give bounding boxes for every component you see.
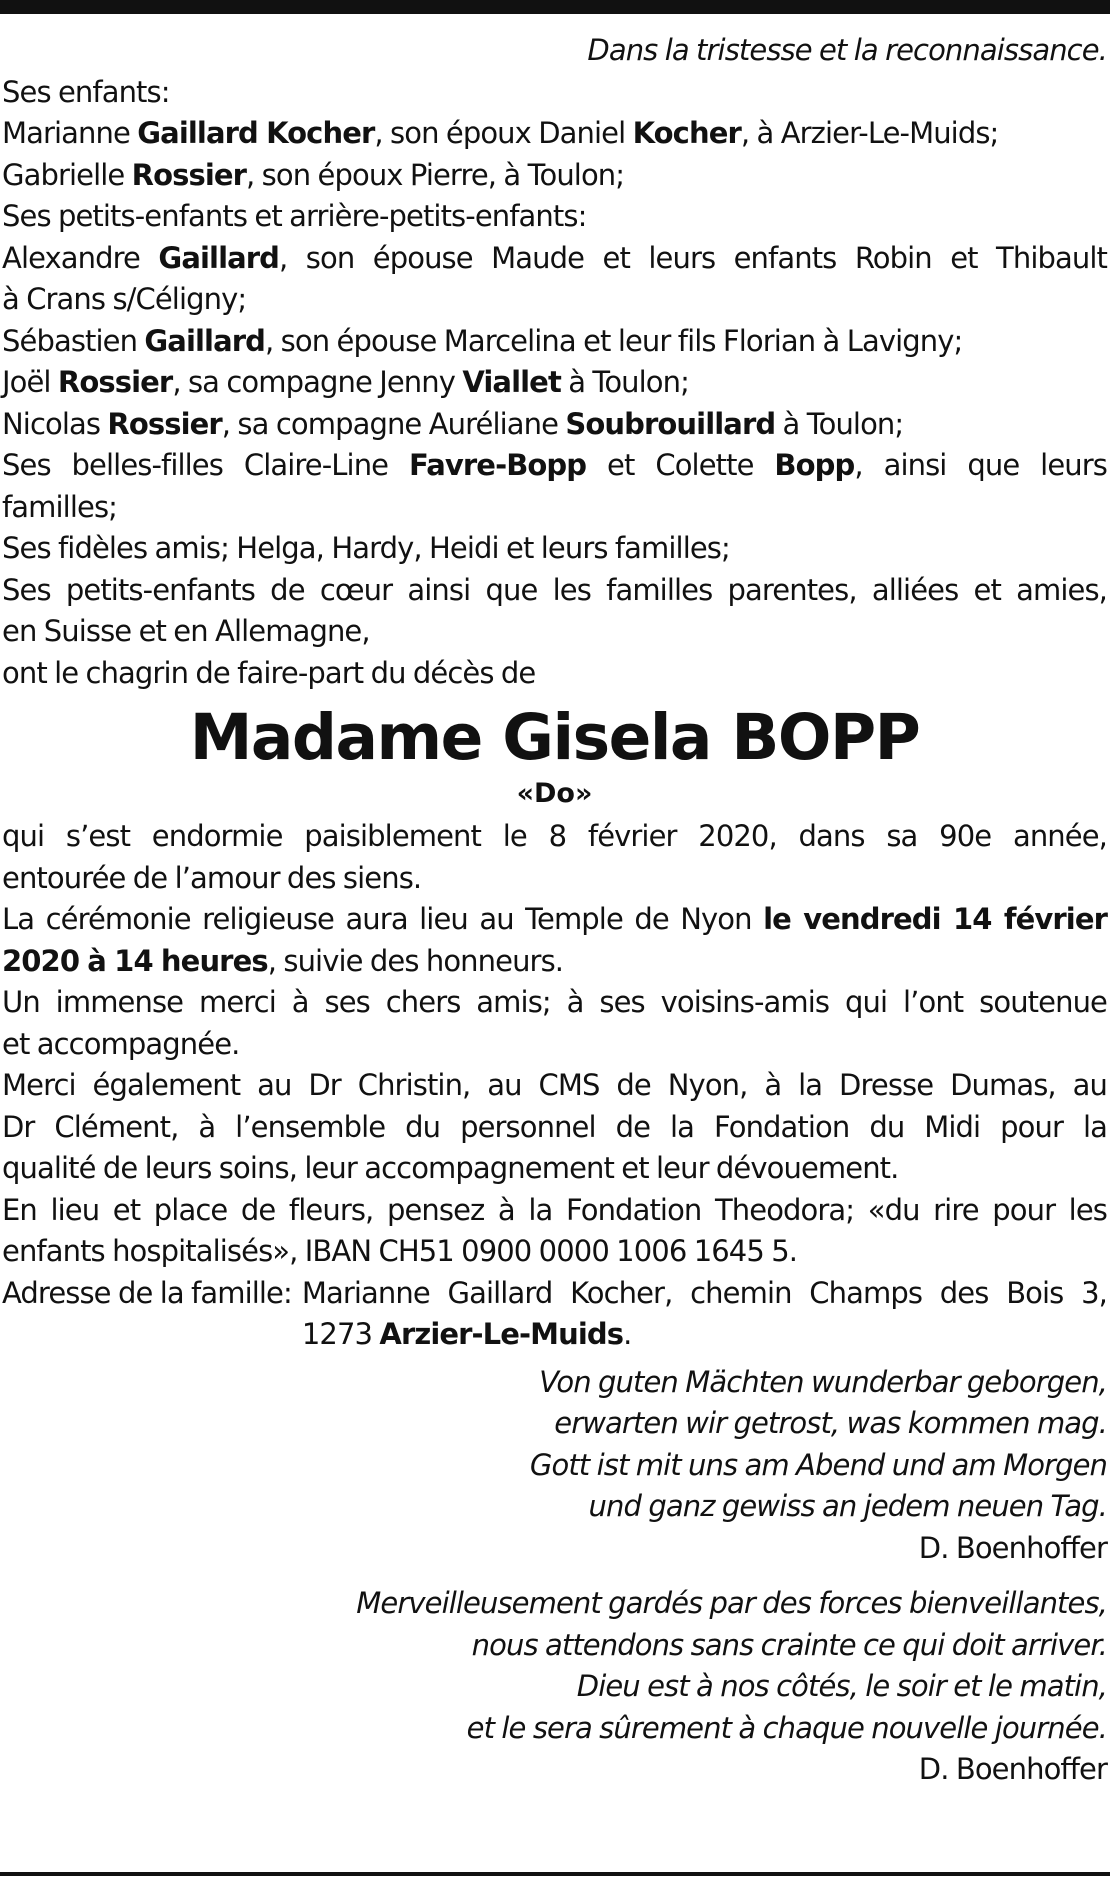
- thanks-staff: Merci également au Dr Christin, au CMS de Nyon, à la Dresse Dumas, au: [2, 1068, 1107, 1102]
- child-1: Marianne Gaillard Kocher, son époux Daniel Kocher, à Arzier-Le-Muids;: [2, 116, 999, 150]
- poem-line: et le sera sûrement à chaque nouvelle journée.: [466, 1710, 1107, 1745]
- deceased-nickname: «Do»: [516, 778, 593, 809]
- daughters-in-law: Ses belles-filles Claire-Line Favre-Bopp et Colette Bopp, ainsi que leurs: [2, 448, 1107, 482]
- grandchildren-intro: Ses petits-enfants et arrière-petits-enfants:: [2, 199, 587, 233]
- poem-line: und ganz gewiss an jedem neuen Tag.: [588, 1489, 1107, 1523]
- heart-grandchildren-cont: en Suisse et en Allemagne,: [2, 614, 370, 648]
- address-label: Adresse de la famille:: [2, 1275, 292, 1310]
- grandchild-2: Sébastien Gaillard, son épouse Marcelina et leur fils Florian à Lavigny;: [2, 323, 963, 358]
- children-intro: Ses enfants:: [2, 74, 170, 109]
- address-line-2: 1273 Arzier-Le-Muids.: [301, 1317, 632, 1351]
- poem-french: [2, 1583, 1107, 1791]
- child-2: Gabrielle Rossier, son époux Pierre, à Toulon;: [2, 157, 625, 192]
- address-line-1: Marianne Gaillard Kocher, chemin Champs des Bois 3,: [301, 1275, 1107, 1310]
- obituary-notice: [0, 30, 1110, 1791]
- family-address: [2, 1273, 1107, 1356]
- opening-line: Dans la tristesse et la reconnaissance.: [587, 33, 1107, 67]
- passing-line-cont: entourée de l’amour des siens.: [2, 860, 422, 895]
- grandchild-3: Joël Rossier, sa compagne Jenny Viallet à Toulon;: [2, 365, 689, 399]
- poem-line: Von guten Mächten wunderbar geborgen,: [539, 1364, 1107, 1399]
- ceremony-line: La cérémonie religieuse aura lieu au Temple de Nyon le vendredi 14 février: [2, 902, 1107, 936]
- top-rule: [0, 0, 1110, 14]
- poem-line: Dieu est à nos côtés, le soir et le matin,: [576, 1669, 1107, 1703]
- flowers-line: En lieu et place de fleurs, pensez à la Fondation Theodora; «du rire pour les: [2, 1192, 1107, 1227]
- grandchild-1: Alexandre Gaillard, son épouse Maude et leurs enfants Robin et Thibault: [2, 240, 1107, 275]
- ceremony-line-cont: 2020 à 14 heures, suivie des honneurs.: [2, 943, 564, 978]
- poem-line: erwarten wir getrost, was kommen mag.: [554, 1406, 1107, 1440]
- poem-line: Gott ist mit uns am Abend und am Morgen: [529, 1447, 1107, 1482]
- thanks-friends-cont: et accompagnée.: [2, 1026, 240, 1061]
- poem-author: D. Boenhoffer: [918, 1752, 1107, 1786]
- address-value: [302, 1273, 1107, 1356]
- grandchild-1-cont: à Crans s/Céligny;: [2, 282, 247, 316]
- poem-line: Merveilleusement gardés par des forces bienveillantes,: [356, 1586, 1107, 1620]
- grandchild-4: Nicolas Rossier, sa compagne Auréliane Soubrouillard à Toulon;: [2, 406, 904, 441]
- bottom-rule: [0, 1872, 1110, 1876]
- announcement-line: ont le chagrin de faire-part du décès de: [2, 655, 536, 690]
- friends-line: Ses fidèles amis; Helga, Hardy, Heidi et leurs familles;: [2, 531, 730, 565]
- heart-grandchildren: Ses petits-enfants de cœur ainsi que les familles parentes, alliées et amies,: [2, 572, 1107, 607]
- poem-german: [2, 1362, 1107, 1570]
- poem-line: nous attendons sans crainte ce qui doit arriver.: [471, 1627, 1107, 1662]
- thanks-staff-cont: Dr Clément, à l’ensemble du personnel de la Fondation du Midi pour la: [2, 1109, 1107, 1144]
- thanks-friends: Un immense merci à ses chers amis; à ses voisins-amis qui l’ont soutenue: [2, 985, 1107, 1019]
- passing-line: qui s’est endormie paisiblement le 8 février 2020, dans sa 90e année,: [2, 819, 1107, 853]
- deceased-name: Madame Gisela BOPP: [189, 701, 920, 774]
- daughters-in-law-cont: familles;: [2, 489, 118, 524]
- poem-author: D. Boenhoffer: [918, 1530, 1107, 1565]
- flowers-line-cont: enfants hospitalisés», IBAN CH51 0900 0000 1006 1645 5.: [2, 1234, 798, 1268]
- thanks-staff-end: qualité de leurs soins, leur accompagnement et leur dévouement.: [2, 1151, 899, 1185]
